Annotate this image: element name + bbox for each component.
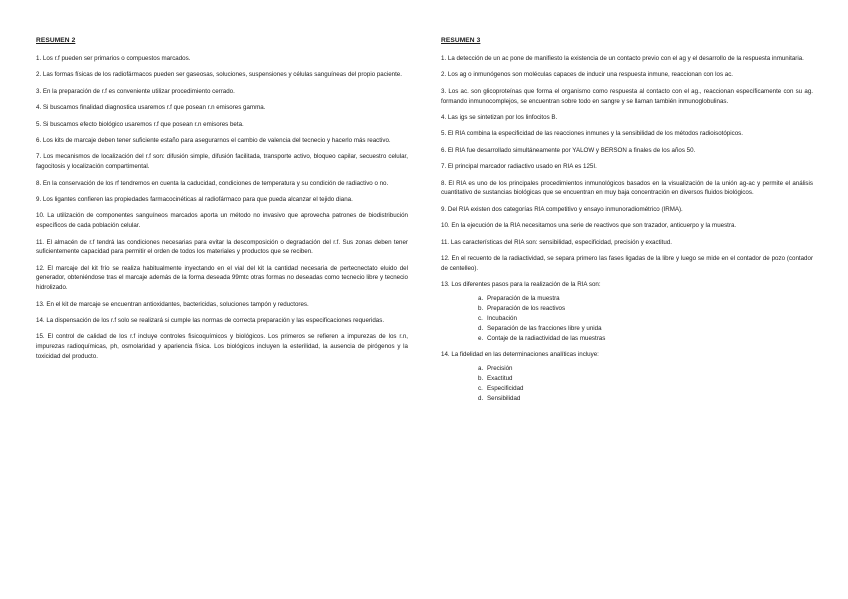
r2-item-2: 2. Las formas físicas de los radiofármacos pueden ser gaseosas, soluciones, suspensiones y células sanguíneas del propio paciente. (36, 71, 402, 79)
ria-step-text: Preparación de la muestra (487, 295, 560, 303)
r3-item-9: 9. Del RIA existen dos categorías RIA competitivo y ensayo inmunoradiométrico (IRMA). (441, 205, 683, 213)
list-marker: a. (478, 365, 484, 373)
fidelity-item-text: Precisión (487, 365, 513, 373)
r2-item-1: 1. Los r.f pueden ser primarios o compuestos marcados. (36, 55, 191, 62)
list-marker: c. (478, 315, 483, 323)
r2-item-13: 13. En el kit de marcaje se encuentran antioxidantes, bactericidas, soluciones tampón y reductores. (36, 300, 309, 308)
r3-item-14: 14. La fidelidad en las determinaciones analíticas incluye: (441, 351, 599, 359)
fidelity-item-text: Sensibilidad (487, 394, 521, 402)
list-marker: a. (478, 295, 484, 303)
r3-item-5: 5. El RIA combina la especificidad de las reacciones inmunes y la sensibilidad de los métodos radioisotópicos. (441, 130, 743, 138)
fidelity-item (478, 394, 813, 404)
ria-step-text: Incubación (487, 315, 517, 323)
fidelity-item (478, 384, 813, 394)
fidelity-item (478, 364, 813, 374)
ria-step (478, 324, 813, 334)
r3-item-11: 11. Las características del RIA son: sensibilidad, especificidad, precisión y exactitud. (441, 238, 673, 246)
fidelity-item-text: Especificidad (487, 385, 524, 393)
r2-item-11: 11. El almacén de r.f tendrá las condiciones necesarias para evitar la descomposición o degradación del r.f. Sus zonas deben tener suficientemente capacidad para permitir el orden de todos los materiales y productos que se reciben. (36, 238, 408, 256)
list-marker: b. (478, 305, 484, 313)
r2-item-7: 7. Los mecanismos de localización del r.f son: difusión simple, difusión facilitada, transporte activo, bloqueo capilar, secuestro celular, fagocitosis y localización compartimental. (36, 153, 408, 171)
fidelity-item-text: Exactitud (487, 375, 513, 383)
r3-item-6: 6. El RIA fue desarrollado simultáneamente por YALOW y BERSON a finales de los años 50. (441, 146, 696, 154)
resumen-3-column (441, 37, 813, 410)
ria-step (478, 294, 813, 304)
r2-item-9: 9. Los ligantes confieren las propiedades farmacocinéticas al radiofármaco para que pueda alcanzar el tejido diana. (36, 195, 353, 203)
list-marker: d. (478, 324, 484, 332)
fidelity-list (441, 364, 813, 403)
r2-item-14: 14. La dispensación de los r.f solo se realizará si cumple las normas de correcta preparación y las especificaciones requeridas. (36, 317, 385, 325)
list-marker: e. (478, 334, 484, 342)
r2-item-10: 10. La utilización de componentes sanguíneos marcados aporta un método no invasivo que aprovecha patrones de biodistribución específicos de cada población celular. (36, 212, 408, 230)
r2-item-12: 12. El marcaje del kit frío se realiza habitualmente inyectando en el vial del kit la cantidad necesaria de pertecnectato eluido del generador, obteniéndose tras el marcaje además de la forma deseada 99mtc otras formas no deseadas como tecnecio libre y tecnecio hidrolizado. (36, 264, 408, 292)
ria-steps-list (441, 294, 813, 343)
r3-item-13: 13. Los diferentes pasos para la realización de la RIA son: (441, 281, 601, 289)
r3-item-2: 2. Los ag o inmunógenos son moléculas capaces de inducir una respuesta inmune, reaccionan con los ac. (441, 71, 734, 79)
r2-item-6: 6. Los kits de marcaje deben tener suficiente estaño para asegurarnos el cambio de valencia del tecnecio y hacerlo más reactivo. (36, 136, 391, 144)
ria-step (478, 334, 813, 344)
r3-item-10: 10. En la ejecución de la RIA necesitamos una serie de reactivos que son trazador, anticuerpo y la muestra. (441, 222, 737, 230)
r2-item-5: 5. Si buscamos efecto biológico usaremos r.f que posean r.n emisores beta. (36, 120, 244, 128)
ria-step (478, 304, 813, 314)
ria-step-text: Separación de las fracciones libre y unida (487, 324, 602, 332)
list-marker: d. (478, 394, 484, 402)
r3-item-8: 8. El RIA es uno de los principales procedimientos inmunológicos basados en la visualización de la unión ag-ac y permite el análisis cuantitativo de sustancias biológicas que se encuentran en muy baja concentración en diversos fluidos biológicos. (441, 179, 813, 197)
r3-item-3: 3. Los ac. son glicoproteínas que forma el organismo como respuesta al contacto con el ag., reaccionan específicamente con su ag. formando inmunocomplejos, se encuentran sobre todo en sangre y se llaman también inmunoglobulinas. (441, 87, 813, 105)
fidelity-item (478, 374, 813, 384)
list-marker: b. (478, 375, 484, 383)
r2-item-4: 4. Si buscamos finalidad diagnostica usaremos r.f que posean r.n emisores gamma. (36, 104, 266, 112)
list-marker: c. (478, 385, 483, 393)
r3-item-4: 4. Las igs se sintetizan por los linfocitos B. (441, 113, 558, 121)
ria-step (478, 314, 813, 324)
ria-step-text: Contaje de la radiactividad de las muestras (487, 334, 606, 342)
resumen-2-title: RESUMEN 2 (36, 37, 76, 44)
resumen-3-title: RESUMEN 3 (441, 37, 481, 44)
r3-item-12: 12. En el recuento de la radiactividad, se separa primero las fases ligadas de la libre y luego se mide en el contador de pozo (contador de centelleo). (441, 254, 813, 272)
ria-step-text: Preparación de los reactivos (487, 305, 566, 313)
r2-item-15: 15. El control de calidad de los r.f incluye controles fisicoquímicos y biológicos. Los primeros se refieren a impurezas de los r.n, impurezas radioquímicas, ph, osmolaridad y apariencia física. Los biológicos incluyen la esterilidad, la ausencia de pirógenos y la toxicidad del producto. (36, 333, 408, 361)
r2-item-3: 3. En la preparación de r.f es conveniente utilizar procedimiento cerrado. (36, 87, 235, 95)
r3-item-1: 1. La detección de un ac pone de manifiesto la existencia de un contacto previo con el ag y el desarrollo de la respuesta inmunitaria. (441, 55, 804, 62)
resumen-2-column (36, 37, 408, 368)
r2-item-8: 8. En la conservación de los rf tendremos en cuenta la caducidad, condiciones de temperatura y su condición de radiactivo o no. (36, 179, 389, 187)
r3-item-7: 7. El principal marcador radiactivo usado en RIA es 125I. (441, 163, 597, 171)
